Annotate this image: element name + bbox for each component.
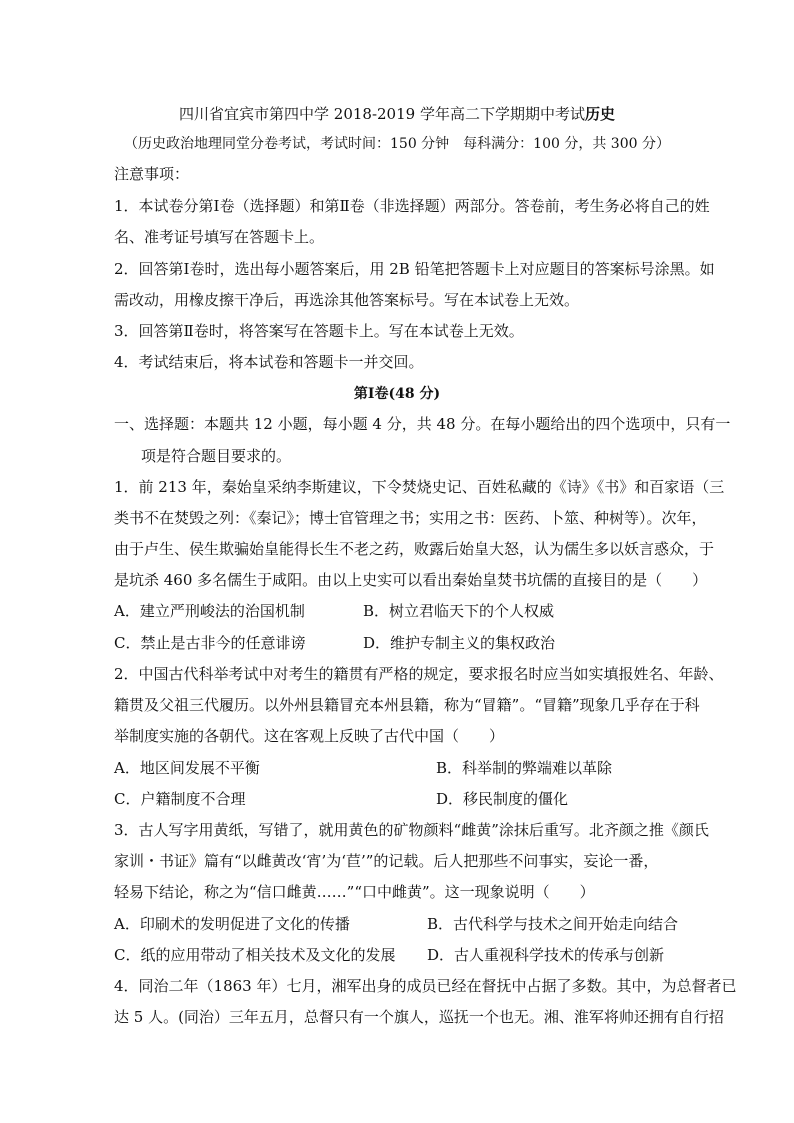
question-1-text: 由于卢生、侯生欺骗始皇能得长生不老之药，败露后始皇大怒，认为儒生多以妖言惑众，于 bbox=[114, 540, 715, 558]
notes-item: 2．回答第Ⅰ卷时，选出每小题答案后，用 2B 铅笔把答题卡上对应题目的答案标号涂黑。如 bbox=[114, 260, 715, 278]
notes-item: 需改动，用橡皮擦干净后，再选涂其他答案标号。写在本试卷上无效。 bbox=[114, 291, 580, 309]
question-1-option-a: A．建立严刑峻法的治国机制 bbox=[114, 602, 305, 620]
question-2-text: 2．中国古代科举考试中对考生的籍贯有严格的规定，要求报名时应当如实填报姓名、年龄、 bbox=[114, 665, 724, 683]
exam-subtitle: （历史政治地理同堂分卷考试，考试时间：150 分钟 每科满分：100 分，共 300 分） bbox=[124, 136, 670, 152]
question-4-text: 达 5 人。(同治）三年五月，总督只有一个旗人，巡抚一个也无。湘、淮军将帅还拥有自行招 bbox=[114, 1008, 724, 1026]
question-2-option-c: C．户籍制度不合理 bbox=[114, 790, 246, 808]
question-2-text: 举制度实施的各朝代。这在客观上反映了古代中国（ ） bbox=[114, 727, 505, 745]
notes-heading: 注意事项： bbox=[114, 165, 190, 183]
question-2-text: 籍贯及父祖三代履历。以外州县籍冒充本州县籍，称为“冒籍”。“冒籍”现象几乎存在于科 bbox=[114, 696, 700, 714]
question-3-option-c: C．纸的应用带动了相关技术及文化的发展 bbox=[114, 946, 396, 964]
question-3-text: 家训・书证》篇有“以雌黄改‘宵’为‘苣’”的记载。后人把那些不问事实，妄论一番， bbox=[114, 852, 659, 870]
question-2-option-d: D．移民制度的僵化 bbox=[436, 790, 569, 808]
section-title: 第Ⅰ卷(48 分) bbox=[353, 386, 441, 402]
question-1-option-b: B．树立君临天下的个人权威 bbox=[363, 602, 555, 620]
question-1-option-d: D．维护专制主义的集权政治 bbox=[363, 634, 556, 652]
question-1-text: 1．前 213 年，秦始皇采纳李斯建议，下令焚烧史记、百姓私藏的《诗》《书》和百家语（三 bbox=[114, 478, 725, 496]
question-3-text: 轻易下结论，称之为“信口雌黄……”“口中雌黄”。这一现象说明（ ） bbox=[114, 883, 595, 901]
question-2-option-a: A．地区间发展不平衡 bbox=[114, 759, 260, 777]
question-1-text: 是坑杀 460 多名儒生于咸阳。由以上史实可以看出秦始皇焚书坑儒的直接目的是（ ） bbox=[114, 571, 708, 589]
question-3-option-b: B．古代科学与技术之间开始走向结合 bbox=[427, 915, 679, 933]
notes-item: 名、准考证号填写在答题卡上。 bbox=[114, 228, 325, 246]
section-instruction: 一、选择题：本题共 12 小题，每小题 4 分，共 48 分。在每小题给出的四个选项中，只有一 bbox=[114, 415, 731, 433]
question-1-text: 类书不在焚毁之列：《秦记》；博士官管理之书；实用之书：医药、卜筮、种树等）。次年， bbox=[114, 509, 707, 527]
section-instruction-cont: 项是符合题目要求的。 bbox=[141, 447, 292, 465]
question-1-option-c: C．禁止是古非今的任意诽谤 bbox=[114, 634, 306, 652]
notes-item: 3．回答第Ⅱ卷时，将答案写在答题卡上。写在本试卷上无效。 bbox=[114, 322, 524, 340]
question-3-option-d: D．古人重视科学技术的传承与创新 bbox=[427, 946, 665, 964]
question-3-text: 3．古人写字用黄纸，写错了，就用黄色的矿物颜料“雌黄”涂抹后重写。北齐颜之推《颜氏 bbox=[114, 821, 709, 839]
notes-item: 1．本试卷分第Ⅰ卷（选择题）和第Ⅱ卷（非选择题）两部分。答卷前，考生务必将自己的姓 bbox=[114, 197, 710, 215]
notes-item: 4．考试结束后，将本试卷和答题卡一并交回。 bbox=[114, 353, 424, 371]
exam-title: 四川省宜宾市第四中学 2018-2019 学年高二下学期期中考试历史 bbox=[179, 105, 615, 123]
question-2-option-b: B．科举制的弊端难以革除 bbox=[436, 759, 613, 777]
question-4-text: 4．同治二年（1863 年）七月，湘军出身的成员已经在督抚中占据了多数。其中，为总督者已 bbox=[114, 977, 737, 995]
question-3-option-a: A．印刷术的发明促进了文化的传播 bbox=[114, 915, 350, 933]
exam-subject: 历史 bbox=[584, 105, 615, 123]
